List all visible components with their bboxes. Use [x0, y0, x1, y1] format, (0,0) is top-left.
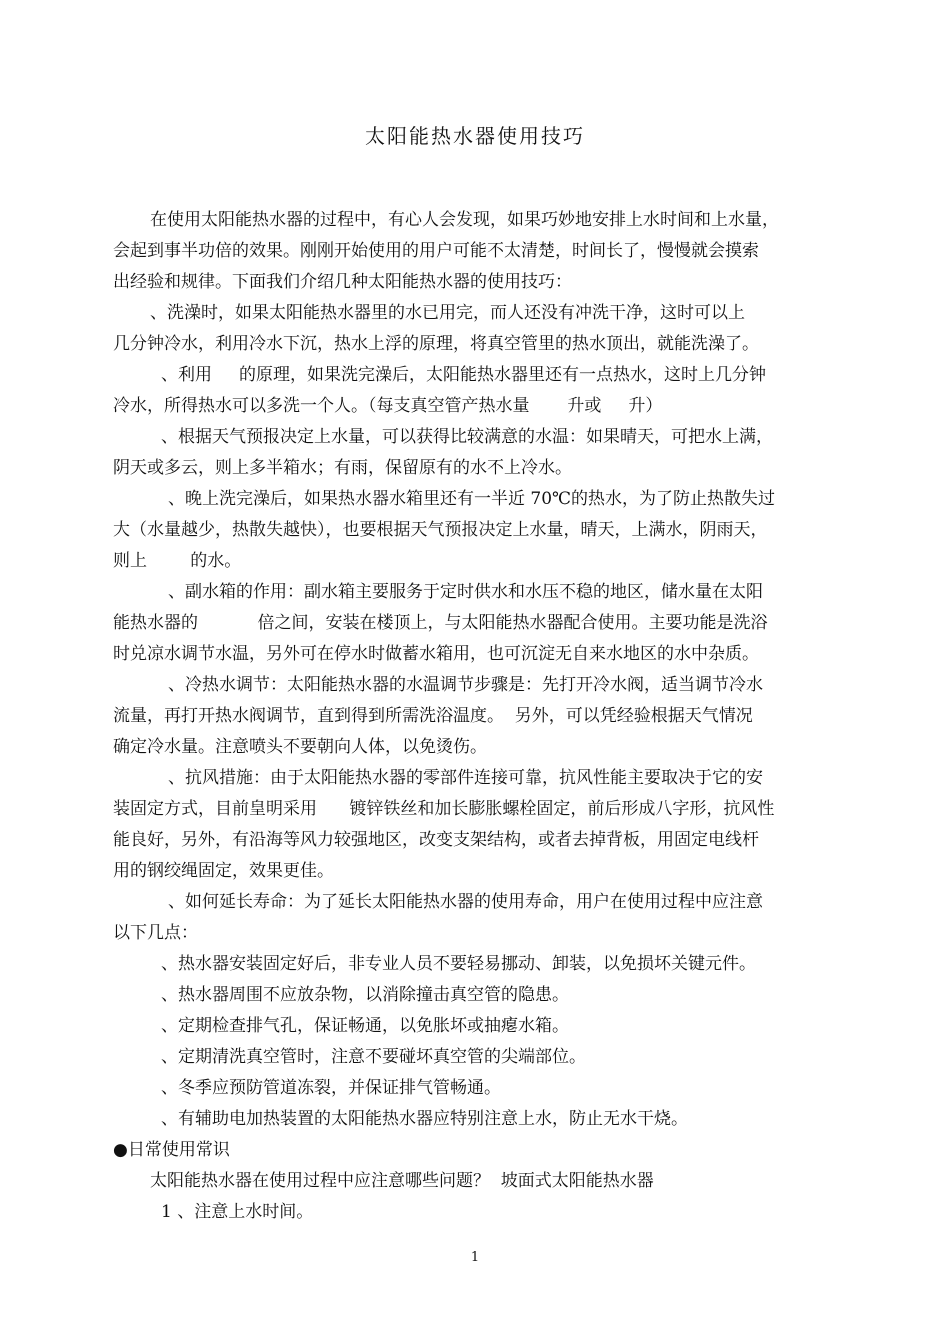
section-lines: [113, 1166, 841, 1228]
text-line: 、晚上洗完澡后，如果热水器水箱里还有一半近 70℃的热水，为了防止热散失过: [168, 489, 776, 509]
text-line: 太阳能热水器在使用过程中应注意哪些问题？ 坡面式太阳能热水器: [150, 1171, 654, 1191]
text-line: 装固定方式，目前皇明采用 镀锌铁丝和加长膨胀螺栓固定，前后形成八字形，抗风性: [113, 799, 775, 819]
text-line: 能良好，另外，有沿海等风力较强地区，改变支架结构，或者去掉背板，用固定电线杆: [113, 830, 759, 850]
text-line: 在使用太阳能热水器的过程中，有心人会发现，如果巧妙地安排上水时间和上水量，: [150, 210, 779, 230]
text-line: 时兑凉水调节水温，另外可在停水时做蓄水箱用，也可沉淀无自来水地区的水中杂质。: [113, 644, 759, 664]
text-line: 、有辅助电加热装置的太阳能热水器应特别注意上水，防止无水干烧。: [161, 1109, 688, 1129]
text-line: 几分钟冷水，利用冷水下沉，热水上浮的原理，将真空管里的热水顶出，就能洗澡了。: [113, 334, 759, 354]
document-body: [113, 205, 841, 1228]
text-line: 冷水，所得热水可以多洗一个人。（每支真空管产热水量 升或 升）: [113, 396, 663, 416]
text-line: 、冬季应预防管道冻裂，并保证排气管畅通。: [161, 1078, 501, 1098]
text-line: 能热水器的 倍之间，安装在楼顶上，与太阳能热水器配合使用。主要功能是洗浴: [113, 613, 768, 633]
text-line: 、热水器周围不应放杂物，以消除撞击真空管的隐患。: [161, 985, 569, 1005]
text-line: 、定期检查排气孔，保证畅通，以免胀坏或抽瘪水箱。: [161, 1016, 569, 1036]
document-title: 太阳能热水器使用技巧: [365, 124, 585, 148]
text-line: 、热水器安装固定好后，非专业人员不要轻易挪动、卸装，以免损坏关键元件。: [161, 954, 756, 974]
text-line: 确定冷水量。注意喷头不要朝向人体，以免烫伤。: [113, 737, 487, 757]
text-line: 则上 的水。: [113, 551, 242, 571]
text-line: 用的钢绞绳固定，效果更佳。: [113, 861, 334, 881]
text-line: 以下几点：: [113, 923, 198, 943]
text-line: 、如何延长寿命：为了延长太阳能热水器的使用寿命，用户在使用过程中应注意: [168, 892, 763, 912]
text-line: 、洗澡时，如果太阳能热水器里的水已用完，而人还没有冲洗干净，这时可以上: [150, 303, 745, 323]
section-heading: ●日常使用常识: [113, 1140, 230, 1160]
paragraph-lines: [113, 205, 841, 1135]
text-line: 流量，再打开热水阀调节，直到得到所需洗浴温度。 另外，可以凭经验根据天气情况: [113, 706, 753, 726]
text-line: 、抗风措施：由于太阳能热水器的零部件连接可靠，抗风性能主要取决于它的安: [168, 768, 763, 788]
text-line: 大（水量越少，热散失越快），也要根据天气预报决定上水量，晴天，上满水，阴雨天，: [113, 520, 768, 540]
text-line: 、冷热水调节：太阳能热水器的水温调节步骤是：先打开冷水阀，适当调节冷水: [168, 675, 763, 695]
text-line: 会起到事半功倍的效果。刚刚开始使用的用户可能不太清楚，时间长了，慢慢就会摸索: [113, 241, 759, 261]
text-line: 出经验和规律。下面我们介绍几种太阳能热水器的使用技巧：: [113, 272, 572, 292]
text-line: 、副水箱的作用：副水箱主要服务于定时供水和水压不稳的地区，储水量在太阳: [168, 582, 763, 602]
text-line: 阴天或多云，则上多半箱水；有雨，保留原有的水不上冷水。: [113, 458, 572, 478]
text-line: 、利用 的原理，如果洗完澡后，太阳能热水器里还有一点热水，这时上几分钟: [161, 365, 767, 385]
text-line: 1 、注意上水时间。: [161, 1202, 314, 1222]
page-number: 1: [470, 1250, 480, 1265]
text-line: 、定期清洗真空管时，注意不要碰坏真空管的尖端部位。: [161, 1047, 586, 1067]
text-line: 、根据天气预报决定上水量，可以获得比较满意的水温：如果晴天，可把水上满，: [161, 427, 773, 447]
